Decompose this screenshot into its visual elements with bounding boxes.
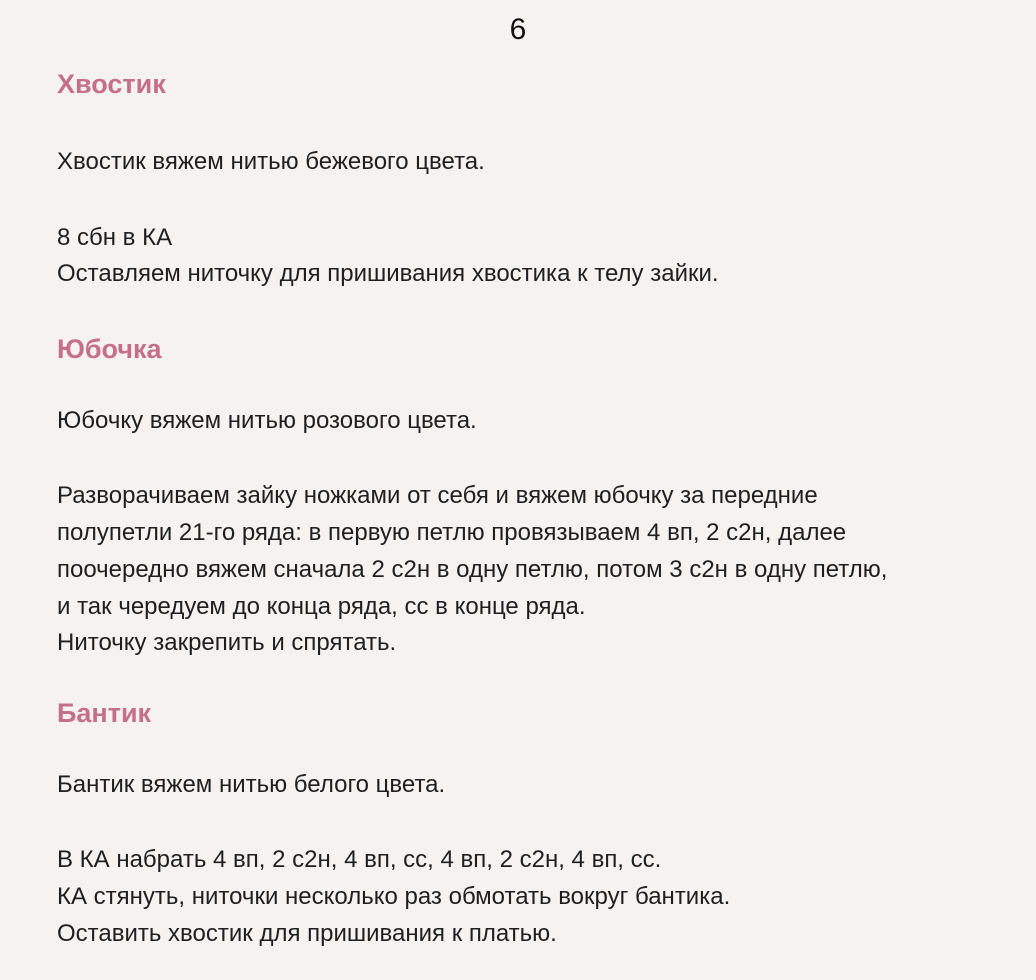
paragraph-line: 8 сбн в КА: [57, 224, 173, 251]
page-number: 6: [509, 13, 527, 46]
section-heading-skirt: Юбочка: [57, 334, 162, 364]
paragraph-line: полупетли 21-го ряда: в первую петлю провязываем 4 вп, 2 с2н, далее: [57, 519, 847, 546]
paragraph-line: Оставить хвостик для пришивания к платью.: [57, 920, 557, 947]
paragraph-line: и так чередуем до конца ряда, сс в конце ряда.: [57, 593, 586, 620]
section-heading-tail: Хвостик: [57, 69, 166, 99]
paragraph-line: Хвостик вяжем нитью бежевого цвета.: [57, 148, 485, 175]
paragraph-line: Ниточку закрепить и спрятать.: [57, 629, 397, 656]
section-heading-bow: Бантик: [57, 698, 152, 728]
paragraph-line: Оставляем ниточку для пришивания хвостика к телу зайки.: [57, 260, 719, 287]
paragraph-line: поочередно вяжем сначала 2 с2н в одну петлю, потом 3 с2н в одну петлю,: [57, 556, 888, 583]
paragraph-line: Разворачиваем зайку ножками от себя и вяжем юбочку за передние: [57, 482, 818, 509]
paragraph-line: В КА набрать 4 вп, 2 с2н, 4 вп, сс, 4 вп, 2 с2н, 4 вп, сс.: [57, 846, 662, 873]
paragraph-line: КА стянуть, ниточки несколько раз обмотать вокруг бантика.: [57, 883, 731, 910]
paragraph-line: Юбочку вяжем нитью розового цвета.: [57, 407, 477, 434]
paragraph-line: Бантик вяжем нитью белого цвета.: [57, 771, 446, 798]
